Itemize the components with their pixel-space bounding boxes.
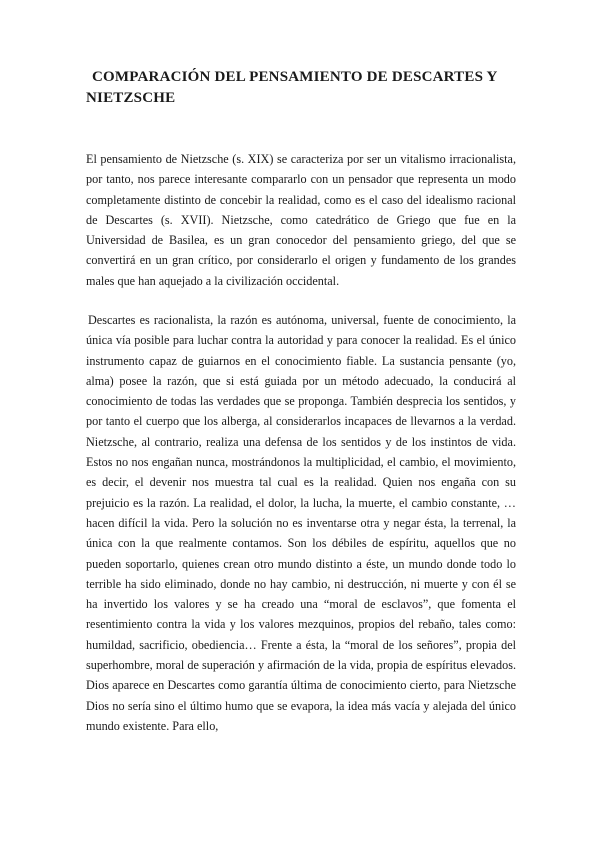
document-title: COMPARACIÓN DEL PENSAMIENTO DE DESCARTES Y NIETZSCHE	[86, 69, 498, 106]
paragraph-intro: El pensamiento de Nietzsche (s. XIX) se caracteriza por ser un vitalismo irracionalista, por tanto, nos parece interesante compararlo con un pensador que representa un modo completamente distinto de concebir la realidad, como es el caso del idealismo racional de Descartes (s. XVII). Nietzsche, como catedrático de Griego que fue en la Universidad de Basilea, es un gran conocedor del pensamiento griego, del que se convertirá en un gran crítico, por considerarlo el origen y fundamento de los grandes males que han aquejado a la civilización occidental.	[86, 152, 516, 288]
paragraph-comparison: Descartes es racionalista, la razón es autónoma, universal, fuente de conocimiento, la única vía posible para luchar contra la autoridad y para conocer la realidad. Es el único instrumento capaz de guiarnos en el conocimiento fiable. La sustancia pensante (yo, alma) posee la razón, que si está guiada por un método adecuado, la conducirá al conocimiento de todas las verdades que se proponga. También desprecia los sentidos, y por tanto el cuerpo que los alberga, al considerarlos incapaces de llevarnos a la verdad. Nietzsche, al contrario, realiza una defensa de los sentidos y de los instintos de vida. Estos no nos engañan nunca, mostrándonos la multiplicidad, el cambio, el movimiento, es decir, el devenir nos muestra tal cual es la realidad. Quien nos engaña con su prejuicio es la razón. La realidad, el dolor, la lucha, la muerte, el cambio constante, … hacen difícil la vida. Pero la solución no es inventarse otra y negar ésta, la terrenal, la única con la que realmente contamos. Son los débiles de espíritu, aquellos que no pueden soportarlo, quienes crean otro mundo distinto a éste, un mundo donde todo lo terrible ha sido eliminado, donde no hay cambio, ni destrucción, ni muerte y con él se ha invertido los valores y se ha creado una “moral de esclavos”, que fomenta el resentimiento contra la vida y los valores mezquinos, propios del rebaño, tales como: humildad, sacrificio, obediencia… Frente a ésta, la “moral de los señores”, propia del superhombre, moral de superación y afirmación de la vida, propia de espíritus elevados. Dios aparece en Descartes como garantía última de conocimiento cierto, para Nietzsche Dios no sería sino el último humo que se evapora, la idea más vacía y alejada del único mundo existente. Para ello,	[86, 313, 516, 733]
